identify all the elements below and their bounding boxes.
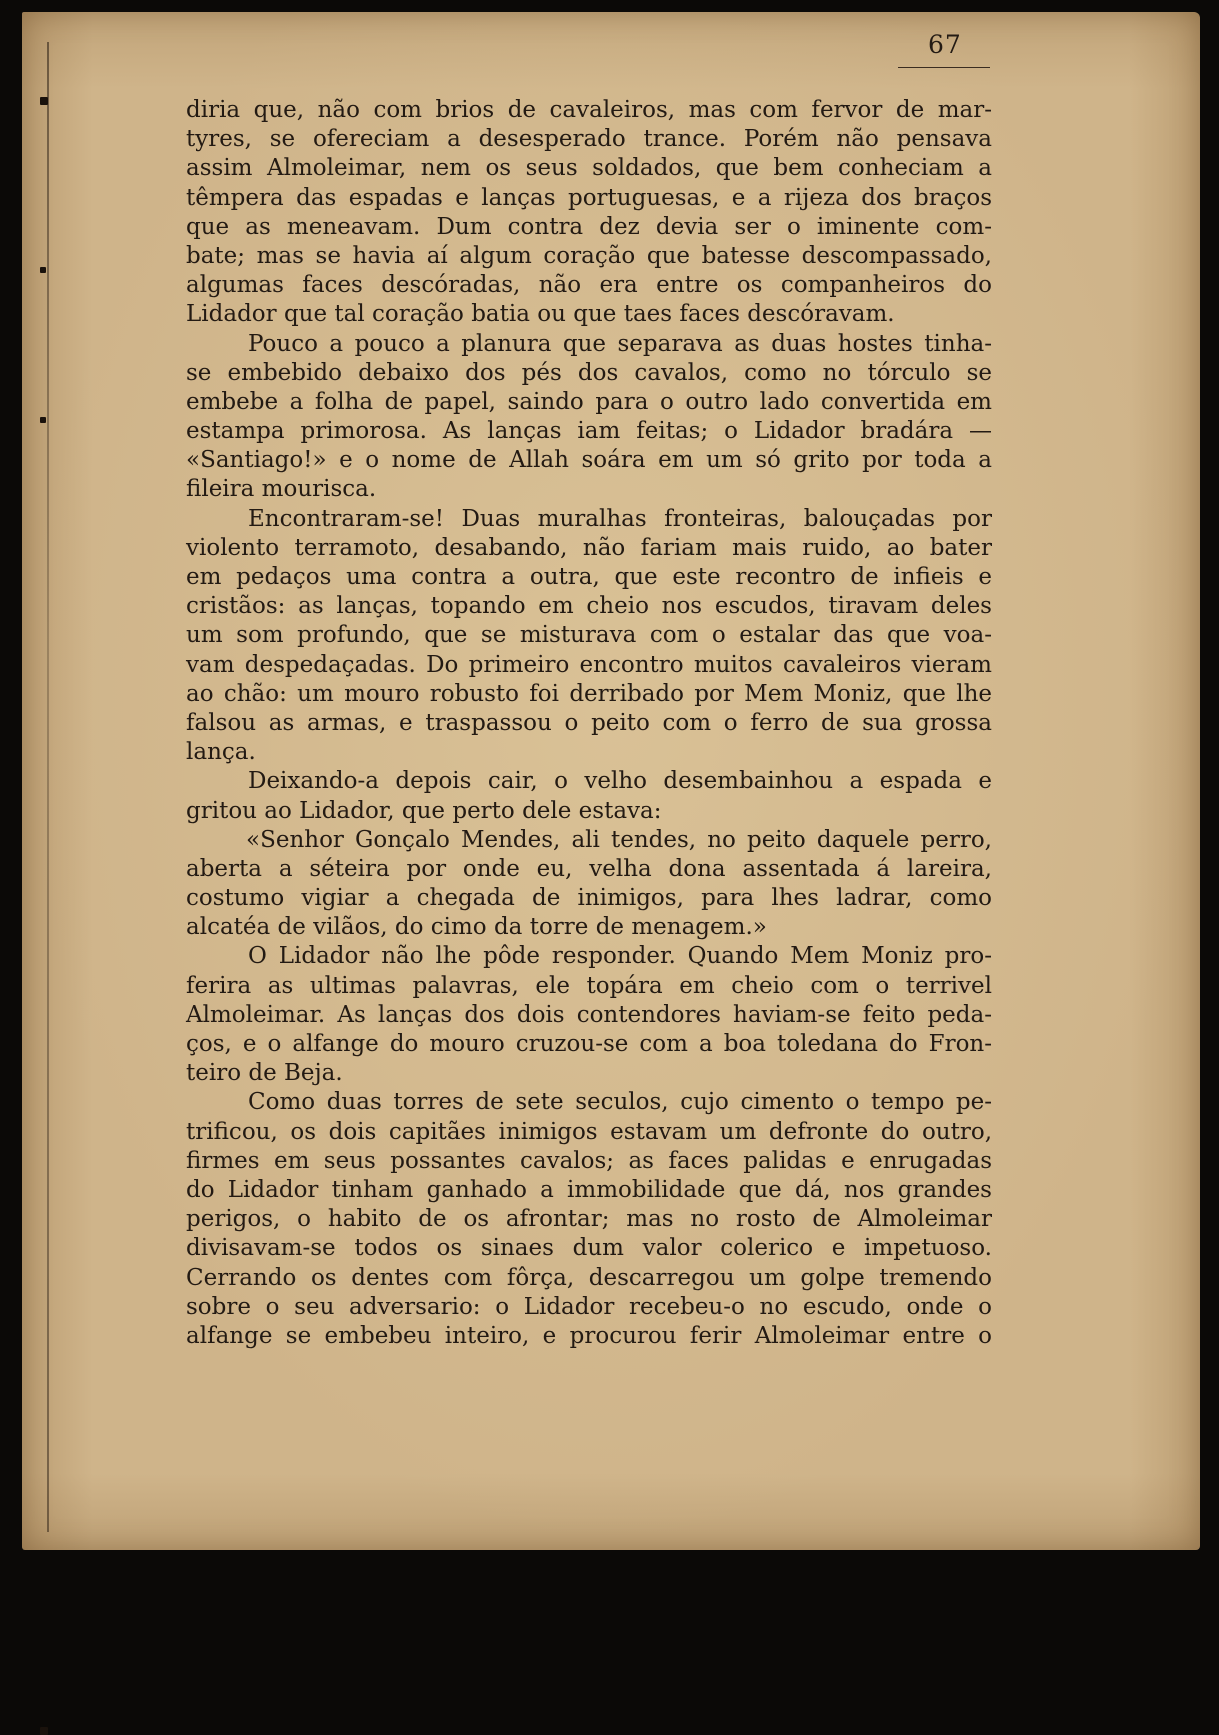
text-line: fileira mourisca. bbox=[186, 476, 377, 503]
text-line: têmpera das espadas e lanças portuguesas, e a rijeza dos braços bbox=[186, 184, 992, 211]
text-line: falsou as armas, e traspassou o peito com o ferro de sua grossa bbox=[186, 709, 992, 736]
text-line: teiro de Beja. bbox=[186, 1060, 343, 1087]
margin-mark bbox=[40, 97, 48, 105]
text-line: assim Almoleimar, nem os seus soldados, que bem conheciam a bbox=[186, 155, 992, 182]
text-line: Almoleimar. As lanças dos dois contendores haviam-se feito peda- bbox=[186, 1001, 992, 1028]
margin-mark bbox=[40, 1727, 48, 1735]
text-line: que as meneavam. Dum contra dez devia ser o iminente com- bbox=[186, 213, 992, 240]
text-line: gritou ao Lidador, que perto dele estava: bbox=[186, 797, 662, 824]
text-line: costumo vigiar a chegada de inimigos, para lhes ladrar, como bbox=[186, 885, 992, 912]
text-line: vam despedaçadas. Do primeiro encontro muitos cavaleiros vieram bbox=[186, 651, 992, 678]
text-line: firmes em seus possantes cavalos; as faces palidas e enrugadas bbox=[186, 1147, 992, 1174]
margin-mark bbox=[40, 267, 46, 273]
text-line: sobre o seu adversario: o Lidador recebeu-o no escudo, onde o bbox=[186, 1293, 992, 1320]
text-line: aberta a séteira por onde eu, velha dona assentada á lareira, bbox=[186, 855, 992, 882]
text-line: O Lidador não lhe pôde responder. Quando Mem Moniz pro- bbox=[248, 943, 992, 970]
text-line: um som profundo, que se misturava com o estalar das que voa- bbox=[186, 622, 992, 649]
text-line: ferira as ultimas palavras, ele topára em cheio com o terrivel bbox=[186, 972, 992, 999]
text-line: embebe a folha de papel, saindo para o outro lado convertida em bbox=[186, 388, 992, 415]
text-line: se embebido debaixo dos pés dos cavalos, como no tórculo se bbox=[186, 359, 992, 386]
body-text bbox=[186, 96, 992, 1351]
text-line: do Lidador tinham ganhado a immobilidade que dá, nos grandes bbox=[186, 1176, 992, 1203]
text-line: «Senhor Gonçalo Mendes, ali tendes, no peito daquele perro, bbox=[246, 826, 992, 853]
binding-edge bbox=[47, 42, 49, 1532]
text-line: cristãos: as lanças, topando em cheio nos escudos, tiravam deles bbox=[186, 593, 992, 620]
text-line: alcatéa de vilãos, do cimo da torre de menagem.» bbox=[186, 914, 767, 941]
text-line: tyres, se ofereciam a desesperado trance. Porém não pensava bbox=[186, 126, 992, 153]
page-number-rule bbox=[898, 67, 990, 68]
text-line: ços, e o alfange do mouro cruzou-se com a boa toledana do Fron- bbox=[186, 1031, 992, 1057]
text-line: alfange se embebeu inteiro, e procurou ferir Almoleimar entre o bbox=[186, 1322, 992, 1349]
text-line: «Santiago!» e o nome de Allah soára em um só grito por toda a bbox=[186, 447, 992, 474]
text-line: bate; mas se havia aí algum coração que batesse descompassado, bbox=[186, 242, 992, 269]
text-line: Encontraram-se! Duas muralhas fronteiras, balouçadas por bbox=[248, 505, 992, 532]
text-line: Cerrando os dentes com fôrça, descarregou um golpe tremendo bbox=[186, 1264, 992, 1291]
text-line: Lidador que tal coração batia ou que taes faces descóravam. bbox=[186, 301, 895, 328]
margin-mark bbox=[40, 417, 46, 423]
text-line: perigos, o habito de os afrontar; mas no rosto de Almoleimar bbox=[186, 1206, 992, 1233]
text-line: Pouco a pouco a planura que separava as duas hostes tinha- bbox=[248, 330, 992, 357]
text-line: em pedaços uma contra a outra, que este recontro de infieis e bbox=[186, 564, 992, 590]
text-line: diria que, não com brios de cavaleiros, mas com fervor de mar- bbox=[186, 97, 992, 123]
text-line: violento terramoto, desabando, não fariam mais ruido, ao bater bbox=[186, 534, 992, 561]
text-line: lança. bbox=[186, 739, 256, 766]
text-line: algumas faces descóradas, não era entre os companheiros do bbox=[186, 272, 992, 299]
text-line: estampa primorosa. As lanças iam feitas; o Lidador bradára — bbox=[186, 418, 992, 445]
text-line: trificou, os dois capitães inimigos estavam um defronte do outro, bbox=[186, 1118, 992, 1145]
text-line: divisavam-se todos os sinaes dum valor colerico e impetuoso. bbox=[186, 1235, 992, 1262]
text-line: ao chão: um mouro robusto foi derribado por Mem Moniz, que lhe bbox=[186, 680, 992, 707]
text-line: Como duas torres de sete seculos, cujo cimento o tempo pe- bbox=[248, 1089, 992, 1116]
page-number: 67 bbox=[928, 30, 962, 59]
text-line: Deixando-a depois cair, o velho desembainhou a espada e bbox=[248, 768, 992, 795]
